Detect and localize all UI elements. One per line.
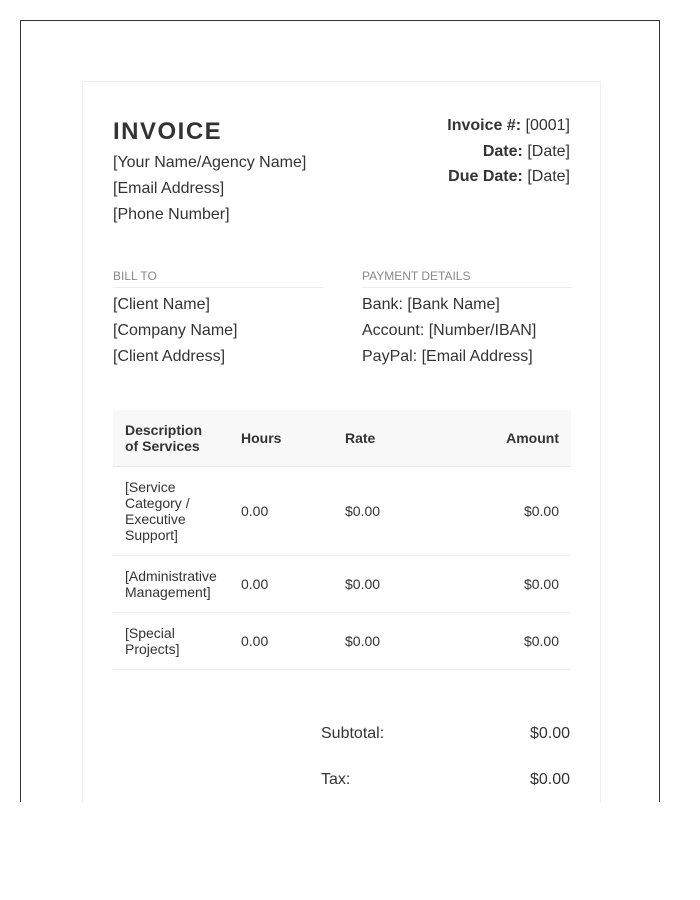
table-row <box>113 613 571 670</box>
row-hours: 0.00 <box>229 556 333 613</box>
line-items-table <box>113 410 571 670</box>
row-hours: 0.00 <box>229 613 333 670</box>
table-row <box>113 556 571 613</box>
invoice-number-line <box>447 117 570 135</box>
header-description: Description of Services <box>113 410 229 467</box>
row-rate: $0.00 <box>333 556 494 613</box>
payment-details-divider <box>362 287 572 288</box>
header-rate: Rate <box>333 410 494 467</box>
row-amount: $0.00 <box>494 613 571 670</box>
client-address: [Client Address] <box>113 348 226 365</box>
document-frame <box>20 20 660 802</box>
due-date-label: Due Date: <box>448 168 523 185</box>
row-amount: $0.00 <box>494 467 571 556</box>
client-name: [Client Name] <box>113 296 210 313</box>
sender-email: [Email Address] <box>113 180 225 197</box>
bill-to-label: BILL TO <box>113 269 157 283</box>
table-row <box>113 467 571 556</box>
bill-to-divider <box>113 287 323 288</box>
company-name: [Company Name] <box>113 322 238 339</box>
due-date-line <box>448 168 570 186</box>
sender-name: [Your Name/Agency Name] <box>113 154 307 171</box>
row-description: [Administrative Management] <box>113 556 229 613</box>
payment-details-label: PAYMENT DETAILS <box>362 269 471 283</box>
paypal-email: PayPal: [Email Address] <box>362 348 533 365</box>
invoice-date-value: [Date] <box>527 143 570 160</box>
row-amount: $0.00 <box>494 556 571 613</box>
subtotal-label: Subtotal: <box>321 725 385 742</box>
due-date-value: [Date] <box>527 168 570 185</box>
row-rate: $0.00 <box>333 467 494 556</box>
invoice-sheet <box>82 81 601 802</box>
header-amount: Amount <box>494 410 571 467</box>
header-hours: Hours <box>229 410 333 467</box>
row-description: [Special Projects] <box>113 613 229 670</box>
account-number: Account: [Number/IBAN] <box>362 322 537 339</box>
tax-label: Tax: <box>321 771 351 788</box>
invoice-number-value: [0001] <box>525 117 570 134</box>
invoice-date-label: Date: <box>482 143 523 160</box>
bank-name: Bank: [Bank Name] <box>362 296 500 313</box>
table-header-row <box>113 410 571 467</box>
invoice-date-line <box>483 143 570 161</box>
sender-phone: [Phone Number] <box>113 206 230 223</box>
tax-value: $0.00 <box>529 771 570 788</box>
invoice-title: INVOICE <box>113 118 223 145</box>
invoice-number-label: Invoice #: <box>447 117 522 134</box>
row-hours: 0.00 <box>229 467 333 556</box>
subtotal-value: $0.00 <box>529 725 570 742</box>
row-description: [Service Category / Executive Support] <box>113 467 229 556</box>
row-rate: $0.00 <box>333 613 494 670</box>
